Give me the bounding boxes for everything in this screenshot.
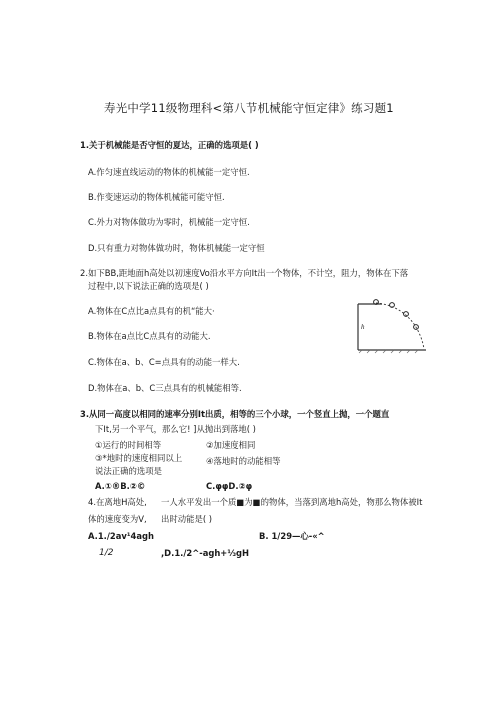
q3-stem-line1: 3.从同一高度以相同的速率分别It出质，相等的三个小球，一个竖直上抛，一个题直 [80, 409, 390, 419]
q2-option-d: D.物体在a、b、C三点具有的机械能相等. [88, 383, 242, 393]
q1-option-b: B.作变速运动的物体机械能可能守恒. [88, 192, 225, 202]
q4-stem-line2-right: 出时动能是( ) [161, 514, 213, 524]
q4-option-a: A.1./2av¹4agh [88, 531, 154, 541]
trajectory-curve [376, 303, 424, 349]
page-title: 寿光中学11级物理科<第八节机械能守恒定律》练习题1 [104, 101, 394, 115]
q2-option-a: A.物体在C点比a点具有的机“能大· [88, 306, 215, 316]
q3-statement-2: ②加速度相同 [206, 440, 256, 450]
q1-option-a: A.作匀速直线运动的物体的机械能一定守恒. [88, 167, 250, 177]
q2-stem-line2: 过程中,以下说法正确的选项是( ) [88, 281, 209, 291]
q3-statement-1: ①运行的时间相等 [95, 440, 162, 450]
q4-stem-line1-right: 一人水平发出一个质■为■的物体，当落到离地h高处，物那么物体被It [161, 497, 423, 507]
q2-option-b: B.物体在a点比C点具有的动能大. [88, 331, 211, 341]
q1-option-c: C.外力对物体做功为零时，机械能一定守恒. [88, 217, 250, 227]
q3-answers-cd: C.φφD.②φ [206, 481, 253, 491]
q3-stem-line2: 下It,另一个平气，那么它! ]从抛出到落地( ) [95, 424, 256, 434]
q1-stem: 1.关于机械能是否守恒的夏达，正确的选项是( ) [80, 140, 259, 150]
q4-option-d: ,D.1./2^-agh+⅓gH [161, 548, 250, 558]
q4-stem-line2-left: 体的速度变为V, [88, 514, 147, 524]
q4-stem-line1-left: 4.在离地H高处, [88, 497, 147, 507]
q2-stem-line1: 2.如下BB,距地面h高处以初速度Vo沿水平方向It出一个物体，不计空，阻力，物体在下落 [80, 268, 409, 278]
q3-answers-ab: A.①®B.②© [95, 481, 146, 491]
projectile-figure [352, 294, 430, 354]
q3-statement-3: ③*地时的速度相同以上 [95, 453, 183, 463]
q4-fraction: 1/2 [99, 548, 114, 558]
q2-option-c: C.物体在a、b、C=点具有的动能一样大. [88, 357, 240, 367]
q1-option-d: D.只有重力对物体做功时，物体机械能一定守恒 [88, 243, 265, 253]
height-label: h [361, 323, 365, 331]
q3-statement-4: ④落地时的动能相等 [206, 456, 281, 466]
q3-stem-line3: 说法正确的选项是 [95, 466, 162, 476]
q4-option-b: B. 1/29—心-«^ [259, 531, 325, 541]
